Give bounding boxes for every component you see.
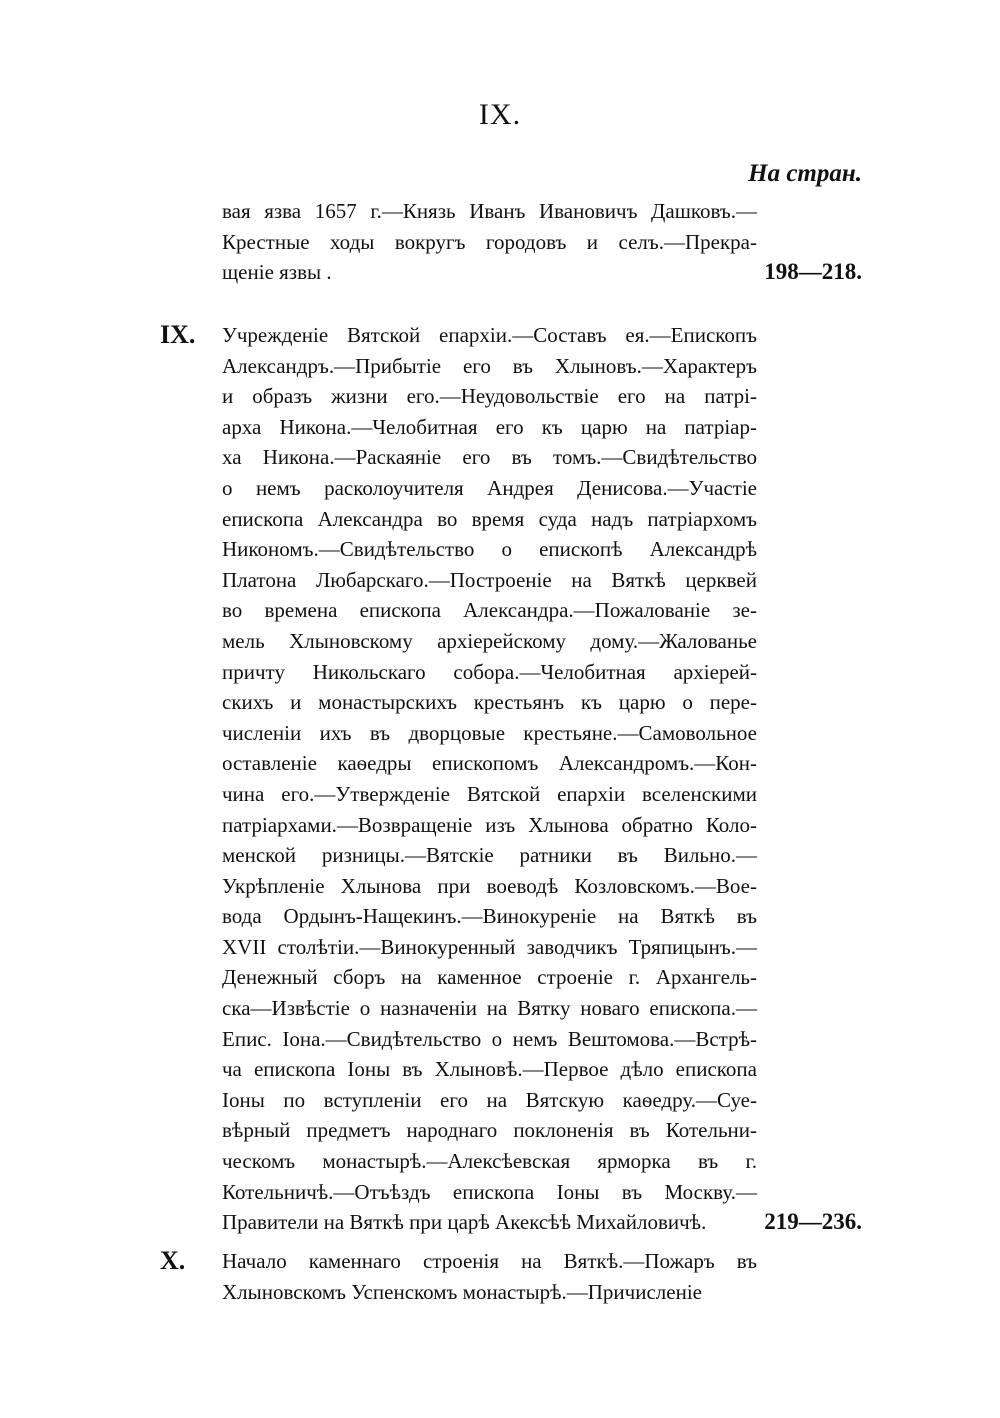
chapter-number: IX. xyxy=(160,320,196,349)
summary-line: Учрежденіе Вятской епархіи.—Составъ ея.—Епископъ xyxy=(222,323,757,347)
summary-line: вѣрный предметъ народнаго поклоненія въ Котельни- xyxy=(222,1118,757,1143)
pages-column-header: На стран. xyxy=(748,160,862,187)
summary-line: Платона Любарскаго.—Построеніе на Вяткѣ церквей xyxy=(222,567,757,592)
chapter-summary xyxy=(222,320,757,1238)
summary-line: Укрѣпленіе Хлынова при воеводѣ Козловскомъ.—Вое- xyxy=(222,873,757,898)
summary-line: оставленіе каѳедры епископомъ Александромъ.—Кон- xyxy=(222,751,757,776)
summary-line: и образъ жизни его.—Неудовольствіе его на патрі- xyxy=(222,384,757,409)
page-range: 198—218. xyxy=(764,259,862,285)
summary-line: чина его.—Утвержденіе Вятской епархіи вселенскими xyxy=(222,781,757,806)
summary-line: ска—Извѣстіе о назначеніи на Вятку новаго епископа.— xyxy=(222,996,757,1021)
summary-line: Начало каменнаго строенія на Вяткѣ.—Пожаръ въ xyxy=(222,1249,757,1273)
summary-line: Денежный сборъ на каменное строеніе г. Архангель- xyxy=(222,965,757,990)
chapter-summary xyxy=(222,1246,757,1307)
summary-line: менской ризницы.—Вятскіе ратники въ Вильно.— xyxy=(222,843,757,868)
summary-line: XVII столѣтіи.—Винокуренный заводчикъ Тряпицынъ.— xyxy=(222,934,757,959)
summary-line: причту Никольскаго собора.—Челобитная архіерей- xyxy=(222,659,757,684)
summary-line: скихъ и монастырскихъ крестьянъ къ царю о пере- xyxy=(222,690,757,715)
summary-line: вода Ордынъ-Нащекинъ.—Винокуреніе на Вяткѣ въ xyxy=(222,904,757,929)
page-number: IX. xyxy=(478,98,522,131)
summary-line: Александръ.—Прибытіе его въ Хлыновъ.—Характеръ xyxy=(222,353,757,378)
summary-line: епископа Александра во время суда надъ патріархомъ xyxy=(222,506,757,531)
summary-line: Никономъ.—Свидѣтельство о епископѣ Александрѣ xyxy=(222,537,757,562)
summary-line: щеніе язвы . xyxy=(222,260,332,285)
summary-line: во времена епископа Александра.—Пожалованіе зе- xyxy=(222,598,757,623)
summary-line: Іоны по вступленіи его на Вятскую каѳедру.—Суе- xyxy=(222,1087,757,1112)
summary-line: ча епископа Іоны въ Хлыновѣ.—Первое дѣло епископа xyxy=(222,1057,757,1082)
chapter-number: X. xyxy=(160,1246,186,1275)
chapter-summary xyxy=(222,196,757,288)
summary-line: ческомъ монастырѣ.—Алексѣевская ярморка въ г. xyxy=(222,1149,757,1174)
summary-line: Правители на Вяткѣ при царѣ Акексѣѣ Михайловичѣ. xyxy=(222,1210,707,1235)
summary-line: о немъ расколоучителя Андрея Денисова.—Участіе xyxy=(222,475,757,500)
summary-line: арха Никона.—Челобитная его къ царю на патріар- xyxy=(222,414,757,439)
page-range: 219—236. xyxy=(764,1209,862,1235)
summary-line: Хлыновскомъ Успенскомъ монастырѣ.—Причисленіе xyxy=(222,1279,702,1304)
summary-line: Котельничѣ.—Отъѣздъ епископа Іоны въ Москву.— xyxy=(222,1179,757,1204)
summary-line: Епис. Іона.—Свидѣтельство о немъ Вештомова.—Встрѣ- xyxy=(222,1026,757,1051)
summary-line: численіи ихъ въ дворцовые крестьяне.—Самовольное xyxy=(222,720,757,745)
summary-line: Крестные ходы вокругъ городовъ и селъ.—Прекра- xyxy=(222,229,757,254)
summary-line: вая язва 1657 г.—Князь Иванъ Ивановичъ Дашковъ.— xyxy=(222,199,757,223)
summary-line: мель Хлыновскому архіерейскому дому.—Жалованье xyxy=(222,628,757,653)
summary-line: патріархами.—Возвращеніе изъ Хлынова обратно Коло- xyxy=(222,812,757,837)
summary-line: ха Никона.—Раскаяніе его въ томъ.—Свидѣтельство xyxy=(222,445,757,470)
